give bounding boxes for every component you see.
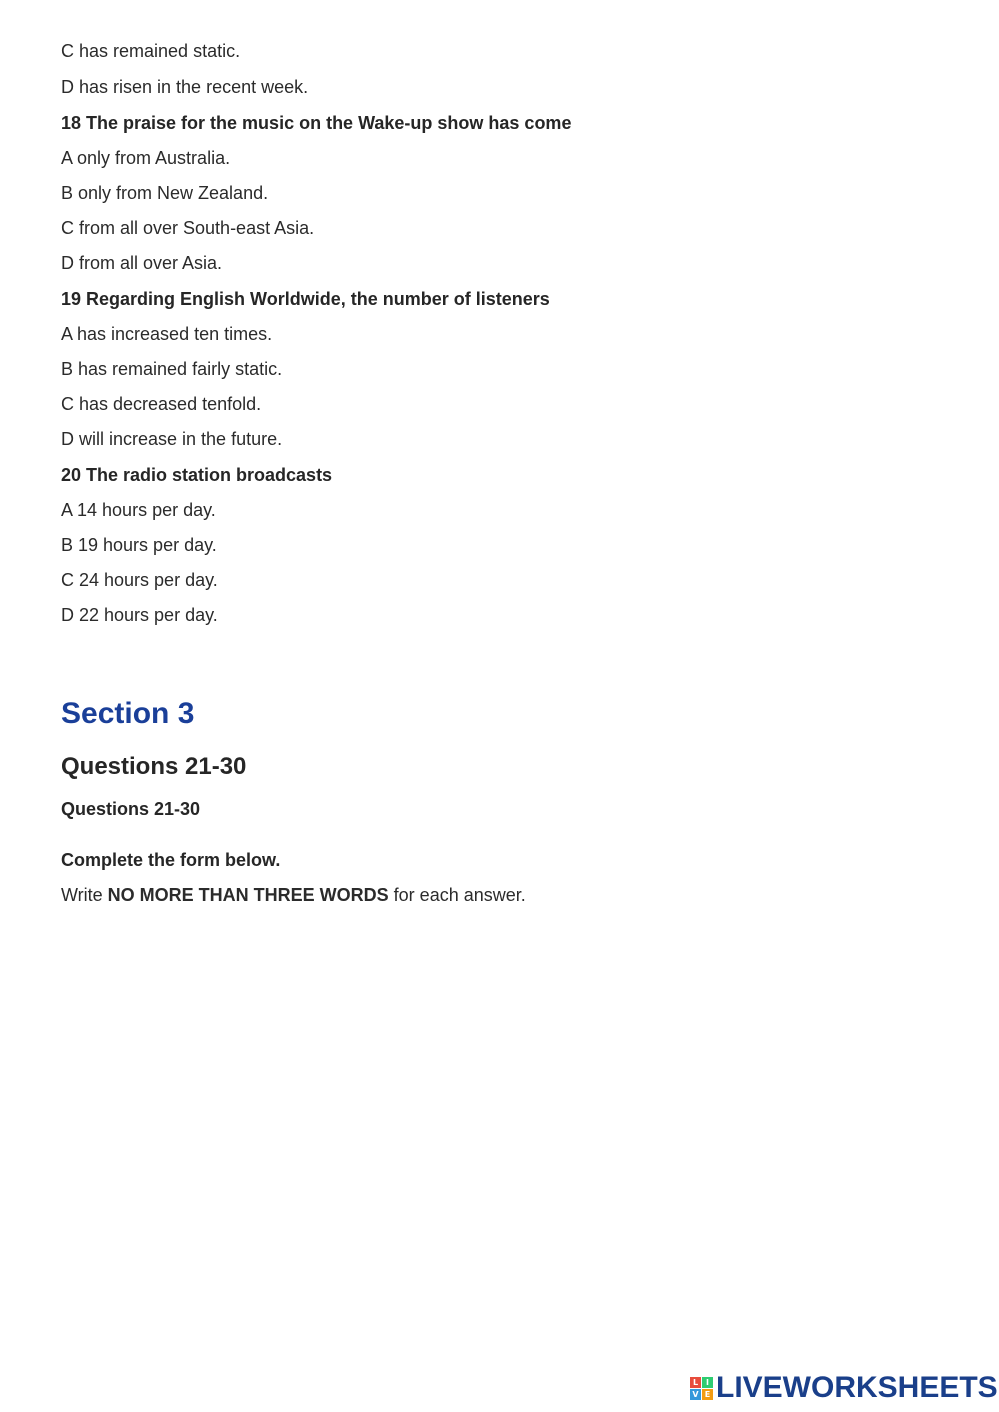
q19-option-d: D will increase in the future. [61, 429, 283, 449]
q18-option-c: C from all over South-east Asia. [61, 218, 315, 238]
liveworksheets-logo-text: LIVEWORKSHEETS [716, 1371, 998, 1404]
word-limit-suffix: for each answer. [388, 885, 526, 905]
q20-option-a: A 14 hours per day. [61, 500, 216, 520]
q19-question: 19 Regarding English Worldwide, the number of listeners [61, 289, 550, 309]
q17-option-d: D has risen in the recent week. [61, 77, 309, 97]
q17-option-c: C has remained static. [61, 41, 241, 61]
q20-option-c: C 24 hours per day. [61, 570, 218, 590]
q19-option-c: C has decreased tenfold. [61, 394, 262, 414]
q20-option-b: B 19 hours per day. [61, 535, 217, 555]
q18-option-a: A only from Australia. [61, 148, 231, 168]
form-instruction: Complete the form below. [61, 850, 281, 870]
liveworksheets-logo-icon [690, 1377, 713, 1400]
q18-option-d: D from all over Asia. [61, 253, 223, 273]
questions-subtitle: Questions 21-30 [61, 799, 201, 819]
word-limit-instruction [61, 884, 526, 906]
q19-option-b: B has remained fairly static. [61, 359, 283, 379]
q19-option-a: A has increased ten times. [61, 324, 273, 344]
liveworksheets-logo[interactable] [690, 1371, 998, 1405]
logo-letter-i: I [702, 1377, 713, 1388]
logo-letter-l: L [690, 1377, 701, 1388]
word-limit-emphasis: NO MORE THAN THREE WORDS [107, 885, 389, 905]
q20-question: 20 The radio station broadcasts [61, 465, 333, 485]
word-limit-prefix: Write [61, 885, 108, 905]
logo-letter-e: E [702, 1389, 713, 1400]
logo-letter-v: V [690, 1389, 701, 1400]
q18-option-b: B only from New Zealand. [61, 183, 269, 203]
questions-title: Questions 21-30 [61, 753, 247, 780]
section-title: Section 3 [61, 697, 195, 730]
q18-question: 18 The praise for the music on the Wake-up show has come [61, 113, 572, 133]
q20-option-d: D 22 hours per day. [61, 605, 218, 625]
